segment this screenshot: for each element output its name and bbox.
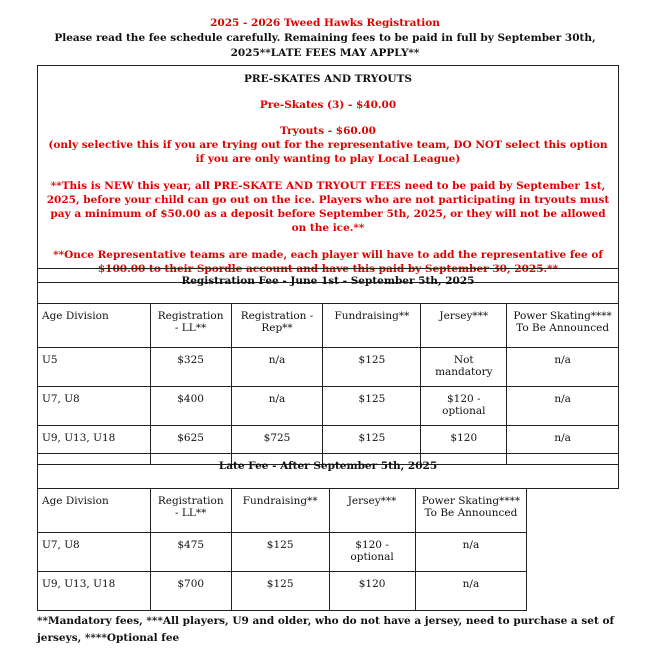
header-cell: Fundraising**: [231, 489, 329, 533]
footer-note: **Mandatory fees, ***All players, U9 and older, who do not have a jersey, need to purchase a set of jerseys, ****Optional fee: [37, 615, 614, 644]
table-cell: U9, U13, U18: [38, 572, 151, 611]
table-row: [38, 533, 619, 572]
table-cell: $400: [150, 387, 231, 426]
table-cell: $120: [329, 572, 415, 611]
table-row: [38, 387, 619, 426]
table-cell: $120 - optional: [329, 533, 415, 572]
table-cell: $125: [323, 426, 421, 465]
table-cell: $700: [150, 572, 231, 611]
table-cell: $125: [323, 348, 421, 387]
table-cell: $120: [421, 426, 507, 465]
header-cell: Jersey***: [329, 489, 415, 533]
table-cell: $120 - optional: [421, 387, 507, 426]
table-cell: $125: [231, 533, 329, 572]
header-cell: Jersey***: [421, 304, 507, 348]
tryouts-note: (only selective this if you are trying out for the representative team, DO NOT select this option if you are only wanting to play Local League): [48, 139, 608, 165]
table-cell: $125: [231, 572, 329, 611]
empty-cell: [527, 533, 619, 572]
empty-cell: [527, 489, 619, 533]
table-header-row: [38, 489, 619, 533]
table-cell: $125: [323, 387, 421, 426]
table-row: [38, 572, 619, 611]
table-cell: U7, U8: [38, 533, 151, 572]
new-fee-note: **This is NEW this year, all PRE-SKATE AND TRYOUT FEES need to be paid by September 1st, 2025, before your child can go out on the ice. Players who are not participating in tryouts must pay a minimum of $50.00 as a deposit before September 5th, 2025, or they will not be allowed on the ice.**: [46, 180, 610, 234]
table-header-row: [38, 304, 619, 348]
table-cell: Not mandatory: [421, 348, 507, 387]
header-cell: Registration - Rep**: [231, 304, 323, 348]
header-cell: Fundraising**: [323, 304, 421, 348]
late-fee-table: [37, 453, 619, 611]
page-title: 2025 - 2026 Tweed Hawks Registration: [210, 17, 440, 29]
preskate-info-box: [37, 65, 619, 283]
empty-cell: [527, 572, 619, 611]
table-cell: n/a: [507, 426, 619, 465]
table-cell: n/a: [415, 572, 527, 611]
table-cell: n/a: [415, 533, 527, 572]
table-cell: U7, U8: [38, 387, 151, 426]
preskates-fee: Pre-Skates (3) - $40.00: [259, 99, 397, 111]
registration-fee-table: [37, 268, 619, 465]
table-row: [38, 348, 619, 387]
header-cell: Registration - LL**: [150, 489, 231, 533]
tryouts-fee: Tryouts - $60.00: [280, 125, 376, 137]
table-cell: $325: [150, 348, 231, 387]
preskate-heading: PRE-SKATES AND TRYOUTS: [243, 73, 412, 85]
header-cell: Power Skating**** To Be Announced: [415, 489, 527, 533]
preskate-info-cell: [38, 66, 619, 283]
table-cell: n/a: [231, 387, 323, 426]
late-table-title: Late Fee - After September 5th, 2025: [38, 454, 619, 489]
table-cell: n/a: [507, 387, 619, 426]
table-cell: $725: [231, 426, 323, 465]
table-cell: n/a: [507, 348, 619, 387]
table-cell: U9, U13, U18: [38, 426, 151, 465]
header-cell: Power Skating**** To Be Announced: [507, 304, 619, 348]
rep-fee-note: **Once Representative teams are made, each player will have to add the representative fee of $100.00 to their Spordle account and have this paid by September 30, 2025.**: [53, 249, 603, 275]
document-header: [30, 16, 620, 61]
registration-table-title: Registration Fee - June 1st - September 5th, 2025: [38, 269, 619, 304]
header-cell: Registration - LL**: [150, 304, 231, 348]
header-cell: Age Division: [38, 304, 151, 348]
table-cell: $625: [150, 426, 231, 465]
table-cell: $475: [150, 533, 231, 572]
page-subtitle: Please read the fee schedule carefully. Remaining fees to be paid in full by September 30th, 2025**LATE FEES MAY APPLY**: [54, 32, 596, 59]
table-cell: n/a: [231, 348, 323, 387]
header-cell: Age Division: [38, 489, 151, 533]
table-cell: U5: [38, 348, 151, 387]
